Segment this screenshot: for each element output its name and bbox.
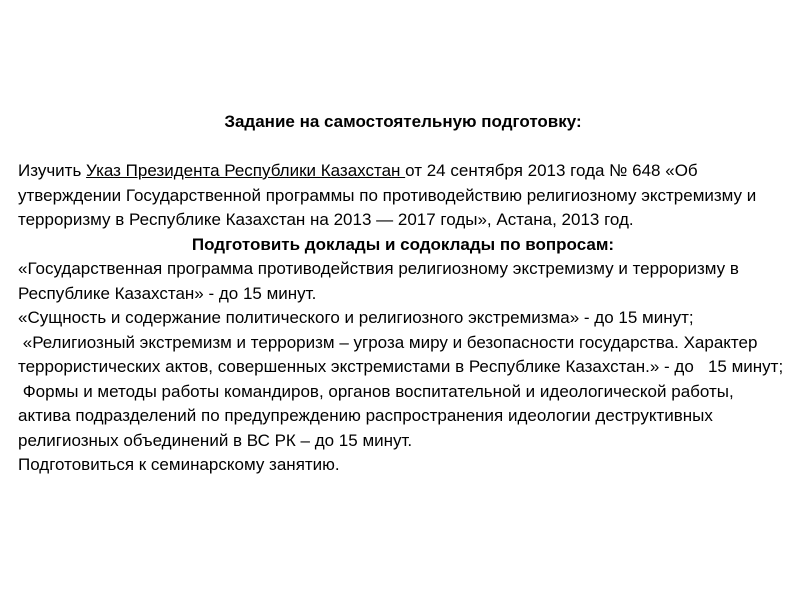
task-title: Задание на самостоятельную подготовку:: [224, 112, 582, 131]
topic-item: «Религиозный экстремизм и терроризм – угроза миру и безопасности государства. Характер террористических актов, совершенных экстремистами в Республике Казахстан.» - до 15 минут;: [18, 332, 784, 376]
topic-item: Формы и методы работы командиров, органов воспитательной и идеологической работы, актива подразделений по предупреждению распространения идеологии деструктивных религиозных объединений в ВС РК – до 15 минут.: [18, 381, 739, 450]
blank-line: [18, 135, 788, 160]
decree-date: от 24 сентября 2013 года № 648: [405, 161, 661, 180]
study-paragraph: [18, 159, 788, 233]
decree-title: «Об утверждении Государственной программы по противодействию религиозному экстремизму и терроризму в Республике Казахстан на 2013 — 2017 годы», Астана, 2013 год.: [18, 161, 757, 229]
task-text-block: [18, 110, 788, 478]
decree-link[interactable]: Указ Президента Республики Казахстан: [86, 161, 406, 180]
seminar-instruction: Подготовиться к семинарскому занятию.: [18, 455, 340, 474]
topic-item: «Сущность и содержание политического и религиозного экстремизма» - до 15 минут;: [18, 308, 694, 327]
study-prefix: Изучить: [18, 161, 87, 180]
topic-item: «Государственная программа противодействия религиозному экстремизму и терроризму в Республике Казахстан» - до 15 минут.: [18, 259, 739, 303]
reports-heading: Подготовить доклады и содоклады по вопросам:: [191, 234, 615, 254]
